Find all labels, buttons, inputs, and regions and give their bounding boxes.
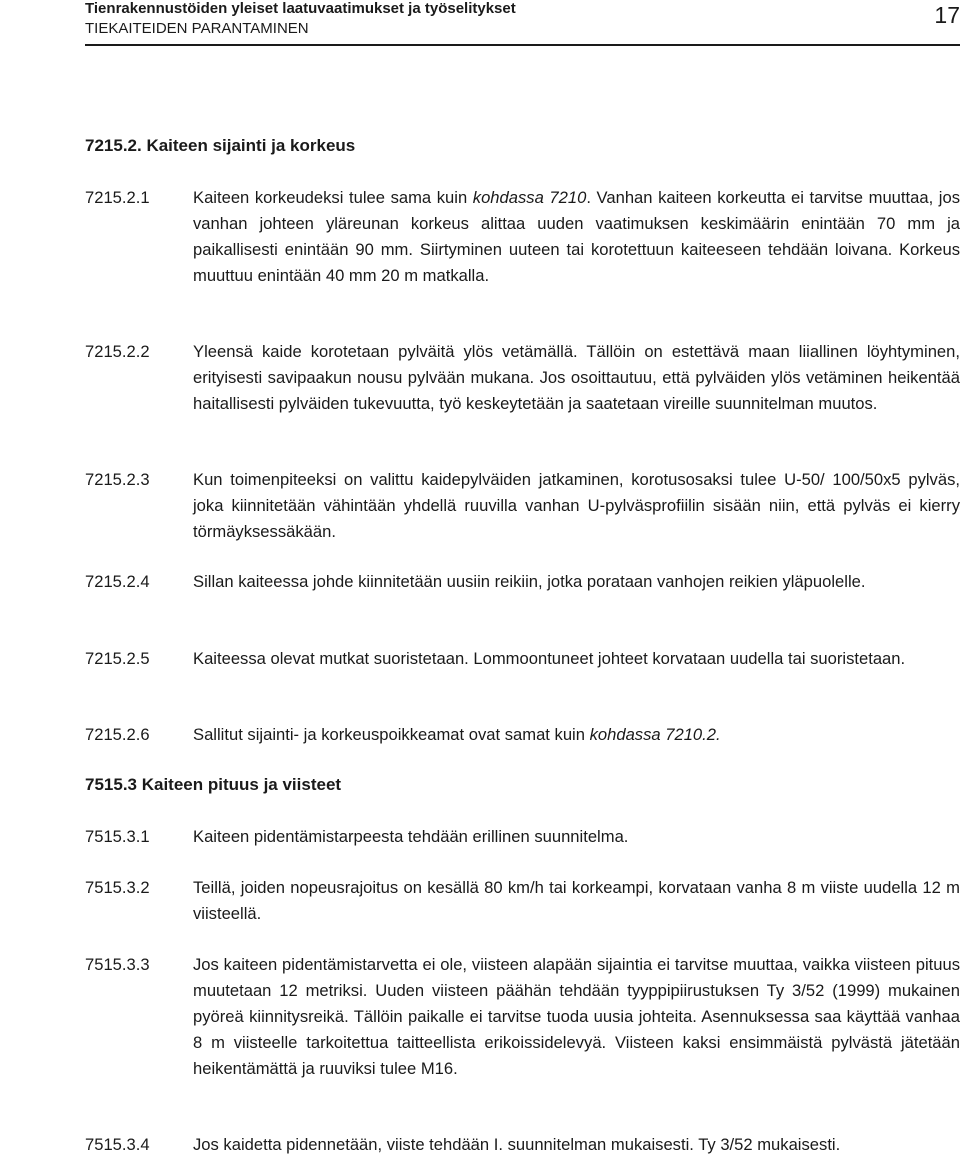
- item-text: Sallitut sijainti- ja korkeuspoikkeamat ovat samat kuin kohdassa 7210.2.: [193, 725, 721, 744]
- section-heading-7515-3: 7515.3 Kaiteen pituus ja viisteet: [85, 775, 342, 794]
- item-number: 7215.2.2: [85, 342, 150, 361]
- item-text: Yleensä kaide korotetaan pylväitä ylös vetämällä. Tällöin on estettävä maan liiallinen löyhtyminen, erityisesti savipaakun nousu pylvään mukana. Jos osoittautuu, että pylväiden ylös vetäminen heikentää haitallisesti pylväiden tukevuutta, työ keskeytetään ja saatetaan vireille suunnitelman muutos.: [193, 342, 960, 413]
- list-item: [85, 339, 960, 417]
- document-subtitle: TIEKAITEIDEN PARANTAMINEN: [85, 20, 309, 37]
- item-number: 7515.3.3: [85, 955, 150, 974]
- item-text: Jos kaidetta pidennetään, viiste tehdään I. suunnitelman mukaisesti. Ty 3/52 mukaisesti.: [193, 1135, 841, 1154]
- item-number: 7215.2.6: [85, 725, 150, 744]
- item-text: Sillan kaiteessa johde kiinnitetään uusiin reikiin, jotka porataan vanhojen reikien yläpuolelle.: [193, 572, 866, 591]
- page-number: 17: [934, 2, 960, 28]
- item-number: 7215.2.5: [85, 649, 150, 668]
- item-text: Teillä, joiden nopeusrajoitus on kesällä 80 km/h tai korkeampi, korvataan vanha 8 m viiste uudella 12 m viisteellä.: [193, 878, 960, 923]
- item-number: 7215.2.4: [85, 572, 150, 591]
- list-item: [85, 467, 960, 545]
- item-text: Kaiteen pidentämistarpeesta tehdään erillinen suunnitelma.: [193, 827, 629, 846]
- list-item: [85, 875, 960, 927]
- item-number: 7515.3.2: [85, 878, 150, 897]
- list-item: [85, 824, 960, 850]
- list-item: [85, 952, 960, 1082]
- list-item: [85, 569, 960, 595]
- item-number: 7515.3.4: [85, 1135, 150, 1154]
- item-text: Kaiteen korkeudeksi tulee sama kuin kohdassa 7210. Vanhan kaiteen korkeutta ei tarvitse muuttaa, jos vanhan johteen yläreunan korkeus alittaa uuden vaatimuksen keskimäärin enintään 70 mm ja paikallisesti enintään 90 mm. Siirtyminen uuteen tai korotettuun kaiteeseen tehdään loivana. Korkeus muuttuu enintään 40 mm 20 m matkalla.: [193, 188, 960, 285]
- cross-reference: kohdassa 7210.2.: [589, 725, 721, 744]
- item-number: 7215.2.3: [85, 470, 150, 489]
- list-item: [85, 722, 960, 748]
- list-item: [85, 1132, 960, 1158]
- list-item: [85, 646, 960, 672]
- page-header: [85, 0, 960, 46]
- item-text: Kaiteessa olevat mutkat suoristetaan. Lommoontuneet johteet korvataan uudella tai suoristetaan.: [193, 649, 906, 668]
- cross-reference: kohdassa 7210: [472, 188, 587, 207]
- item-text: Jos kaiteen pidentämistarvetta ei ole, viisteen alapään sijaintia ei tarvitse muuttaa, vaikka viisteen pituus muutetaan 12 metriksi. Uuden viisteen päähän tehdään tyyppipiirustuksen Ty 3/52 (1999) mukainen pyöreä kiinnitysreikä. Tällöin paikalle ei tarvitse tuoda uusia johteita. Asennuksessa saa käyttää vanhaa 8 m viisteelle tarkoitettua taitteellista erikoissidelevyä. Viisteen kaksi ensimmäistä pylvästä jätetään heikentämättä ja ruuviksi tulee M16.: [193, 955, 960, 1078]
- item-number: 7515.3.1: [85, 827, 150, 846]
- item-text: Kun toimenpiteeksi on valittu kaidepylväiden jatkaminen, korotusosaksi tulee U-50/ 100/50x5 pylväs, joka kiinnitetään vähintään yhdellä ruuvilla vanhan U-pylväsprofiilin sisään niin, että pylväs ei kierry törmäyksessäkään.: [193, 470, 960, 541]
- item-number: 7215.2.1: [85, 188, 150, 207]
- document-title: Tienrakennustöiden yleiset laatuvaatimukset ja työselitykset: [85, 0, 516, 17]
- list-item: [85, 185, 960, 289]
- section-heading-7215-2: 7215.2. Kaiteen sijainti ja korkeus: [85, 136, 356, 155]
